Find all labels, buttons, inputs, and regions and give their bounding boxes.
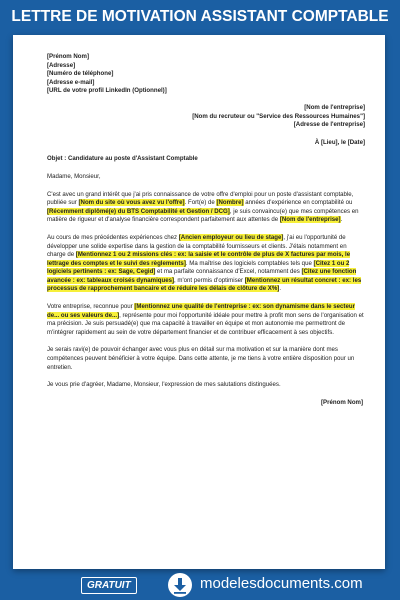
recipient-block [47, 104, 365, 130]
p1-highlight-3: [Récemment diplômé(e) du BTS Comptabilité et Gestion / DCG] [47, 207, 230, 215]
sender-block [47, 53, 365, 96]
footer-bar [0, 569, 400, 600]
paragraph-2 [47, 234, 365, 294]
site-link[interactable]: modelesdocuments.com [200, 575, 363, 592]
p1-text-3: années d'expérience en comptabilité ou [243, 199, 353, 207]
p1-highlight-4: [Nom de l'entreprise] [279, 216, 341, 224]
paragraph-4: Je serais ravi(e) de pouvoir échanger avec vous plus en détail sur ma motivation et sur la manière dont mes compétences peuvent bénéficier à votre équipe. Dans cette attente, je me tiens à votre entière disposition pour un entretien. [47, 346, 355, 371]
letter-greeting: Madame, Monsieur, [47, 172, 101, 180]
free-badge: GRATUIT [81, 577, 137, 594]
p1-text-4: , je suis convaincu(e) que mes compétences en matière de rigueur et d'analyse financière correspondent parfaitement aux attentes de [47, 207, 359, 224]
p2-text-5: , m'ont permis d'optimiser [174, 276, 245, 284]
p2-text-6: . [279, 285, 282, 293]
p2-highlight-1: [Ancien employeur ou lieu de stage] [178, 233, 284, 241]
p1-highlight-2: [Nombre] [216, 199, 244, 207]
letter-date: À [Lieu], le [Date] [314, 138, 365, 146]
recipient-address: [Adresse de l'entreprise] [293, 121, 365, 129]
sender-linkedin: [URL de votre profil LinkedIn (Optionnel)] [47, 87, 167, 95]
p3-highlight-1: [Mentionnez une qualité de l'entreprise : ex: son dynamisme dans le secteur de... ou ses valeurs de...] [47, 303, 355, 319]
p1-text-2: . Fort(e) de [184, 199, 217, 207]
recipient-company: [Nom de l'entreprise] [304, 103, 365, 111]
paragraph-1 [47, 191, 365, 225]
letter-document [13, 35, 385, 569]
sender-address: [Adresse] [47, 61, 76, 69]
sender-phone: [Numéro de téléphone] [47, 70, 114, 78]
p1-text-1: C'est avec un grand intérêt que j'ai pris connaissance de votre offre d'emploi pour un poste d'assistant comptable, publiée sur [47, 190, 354, 207]
signature: [Prénom Nom] [321, 398, 363, 406]
p3-text-1: Votre entreprise, reconnue pour [47, 303, 135, 311]
download-icon[interactable] [167, 572, 193, 598]
sender-name: [Prénom Nom] [47, 53, 89, 60]
paragraph-5: Je vous prie d'agréer, Madame, Monsieur, l'expression de mes salutations distinguées. [47, 381, 281, 389]
p2-highlight-2: [Mentionnez 1 ou 2 missions clés : ex: la saisie et le contrôle de plus de X factures par mois, le lettrage des comptes et le suivi des règlements] [47, 251, 351, 267]
recipient-recruiter: [Nom du recruteur ou "Service des Ressources Humaines"] [192, 112, 365, 120]
p1-text-5: . [340, 216, 343, 224]
p2-text-1: Au cours de mes précédentes expériences chez [47, 233, 179, 241]
sender-email: [Adresse e-mail] [47, 78, 95, 86]
p2-text-4: et ma parfaite connaissance d'Excel, notamment des [155, 268, 302, 276]
p1-highlight-1: [Nom du site où vous avez vu l'offre] [78, 199, 185, 207]
p3-text-2: , représente pour moi l'opportunité idéale pour mettre à profit mon sens de l'organisation et ma précision. Je suis persuadé(e) que ma capacité à travailler en équipe et mon autonomie me permettront de m'intégrer rapidement au sein de votre département financier et de contribuer efficacement à ses objectifs. [47, 311, 364, 336]
letter-object: Objet : Candidature au poste d'Assistant Comptable [47, 155, 198, 163]
p2-highlight-5: [Mentionnez un résultat concret : ex: les processus de rapprochement bancaire et de réduire les délais de clôture de X%] [47, 276, 362, 293]
p2-highlight-3: [Citez 1 ou 2 logiciels pertinents : ex: Sage, Cegid] [47, 259, 350, 276]
p2-highlight-4: [Citez une fonction avancée : ex: tableaux croisés dynamiques] [47, 268, 357, 284]
p2-text-2: , j'ai eu l'opportunité de développer une solide expertise dans la gestion de la comptabilité fournisseurs et clients. J'étais notamment en charge de [47, 233, 347, 259]
paragraph-3 [47, 303, 365, 337]
p2-text-3: . Ma maîtrise des logiciels comptables tels que [185, 259, 314, 267]
page-title: LETTRE DE MOTIVATION ASSISTANT COMPTABLE [11, 8, 389, 25]
